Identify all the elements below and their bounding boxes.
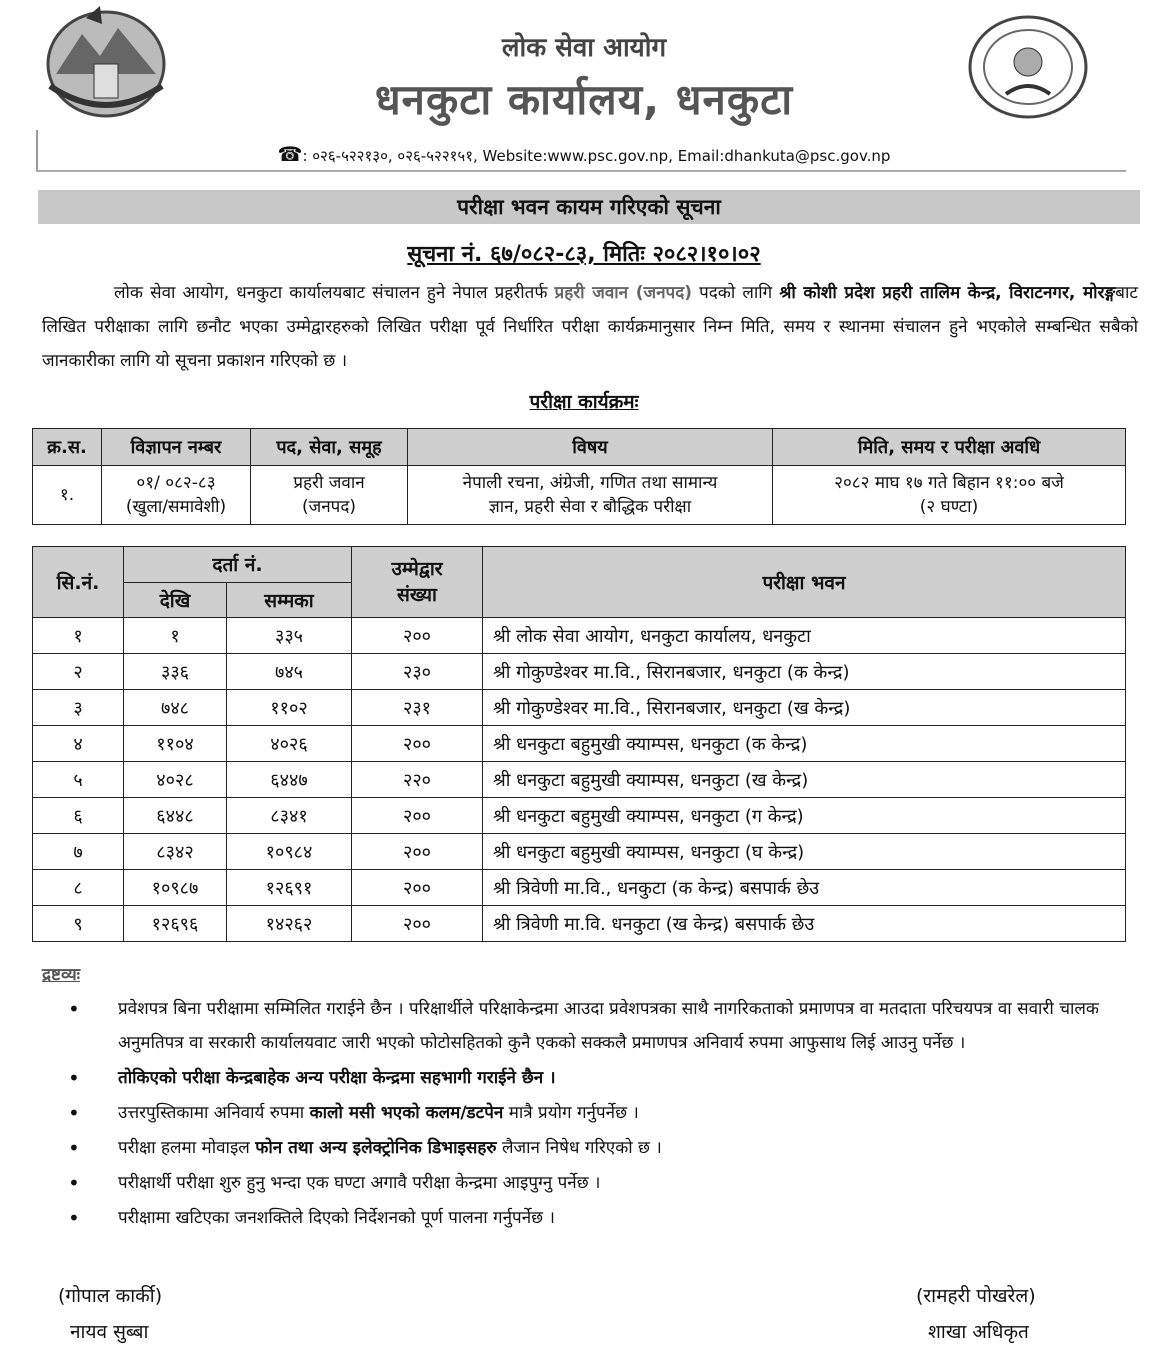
col-subject: विषय: [408, 429, 773, 466]
cell-to: १२६९१: [227, 870, 352, 906]
cell-venue: श्री धनकुटा बहुमुखी क्याम्पस, धनकुटा (ख केन्द्र): [483, 762, 1126, 798]
cell-from: ३३६: [124, 654, 227, 690]
intro-venue: श्री कोशी प्रदेश प्रहरी तालिम केन्द्र, विराटनगर, मोरङ्ग: [779, 283, 1116, 303]
cell-sn: ५: [33, 762, 124, 798]
col-from: देखि: [124, 582, 227, 618]
cell-from: १२६९६: [124, 906, 227, 942]
cell-sn: १: [33, 618, 124, 654]
cell-post: प्रहरी जवान (जनपद): [251, 466, 408, 525]
cell-to: ८३४१: [227, 798, 352, 834]
cell-venue: श्री धनकुटा बहुमुखी क्याम्पस, धनकुटा (घ केन्द्र): [483, 834, 1126, 870]
signatory-left-post: नायव सुब्बा: [70, 1321, 149, 1343]
cell-from: १: [124, 618, 227, 654]
col-venue: परीक्षा भवन: [483, 547, 1126, 618]
cell-to: ३३५: [227, 618, 352, 654]
cell-venue: श्री गोकुण्डेश्वर मा.वि., सिरानबजार, धनकुटा (ख केन्द्र): [483, 690, 1126, 726]
cell-venue: श्री त्रिवेणी मा.वि. धनकुटा (ख केन्द्र) बसपार्क छेउ: [483, 906, 1126, 942]
cell-venue: श्री धनकुटा बहुमुखी क्याम्पस, धनकुटा (ग केन्द्र): [483, 798, 1126, 834]
notes-heading: द्रष्टव्यः: [42, 965, 81, 985]
table-row: [33, 870, 1126, 906]
col-roll: दर्ता नं.: [124, 547, 352, 583]
cell-sn: ६: [33, 798, 124, 834]
cell-sn: ३: [33, 690, 124, 726]
cell-count: २००: [352, 726, 483, 762]
cell-adv: ०१/ ०८२-८३ (खुला/समावेशी): [102, 466, 251, 525]
schedule-table: [32, 428, 1126, 525]
notice-number: सूचना नं. ६७/०८२-८३, मितिः २०८२।१०।०२: [407, 242, 761, 267]
schedule-header-row: [33, 429, 1126, 466]
cell-from: ८३४२: [124, 834, 227, 870]
cell-from: ७४८: [124, 690, 227, 726]
cell-venue: श्री गोकुण्डेश्वर मा.वि., सिरानबजार, धनकुटा (क केन्द्र): [483, 654, 1126, 690]
cell-to: ४०२६: [227, 726, 352, 762]
note-item: • परीक्षामा खटिएका जनशक्तिले दिएको निर्देशनको पूर्ण पालना गर्नुपर्नेछ ।: [62, 1201, 1142, 1235]
intro-text-3: बाट लिखित परीक्षाका लागि छनौट भएका उम्मेद्वारहरुको लिखित परीक्षा पूर्व निर्धारित परीक्षा कार्यक्रमानुसार निम्न मिति, समय र स्थानमा संचालन हुने भएकोले सम्बन्धित सबैको जानकारीका लागि यो सूचना प्रकाशन गरिएको छ ।: [42, 283, 1138, 371]
cell-count: २००: [352, 870, 483, 906]
cell-to: ६४४७: [227, 762, 352, 798]
cell-count: २००: [352, 906, 483, 942]
office-title: धनकुटा कार्यालय, धनकुटा: [374, 75, 794, 124]
cell-count: २२०: [352, 762, 483, 798]
table-row: [33, 618, 1126, 654]
col-post: पद, सेवा, समूह: [251, 429, 408, 466]
col-date: मिति, समय र परीक्षा अवधि: [773, 429, 1126, 466]
note-item: • परीक्षार्थी परीक्षा शुरु हुनु भन्दा एक घण्टा अगावै परीक्षा केन्द्रमा आइपुग्नु पर्नेछ ।: [62, 1166, 1142, 1200]
intro-text-2: पदको लागि: [692, 283, 780, 303]
header-divider: [36, 170, 1126, 172]
table-row: [33, 798, 1126, 834]
schedule-title: परीक्षा कार्यक्रमः: [529, 391, 639, 413]
notice-title: परीक्षा भवन कायम गरिएको सूचना: [38, 190, 1140, 224]
signatory-right-name: (रामहरी पोखरेल): [916, 1285, 1036, 1307]
header-divider-left: [36, 130, 38, 170]
col-sn: क्र.स.: [33, 429, 102, 466]
cell-sn: १.: [33, 466, 102, 525]
org-subtitle: लोक सेवा आयोग: [501, 33, 667, 63]
centers-header-row-1: [33, 547, 1126, 583]
cell-count: २००: [352, 618, 483, 654]
phone-icon: ☎: [277, 142, 303, 166]
col-count: उम्मेद्वार संख्या: [352, 547, 483, 618]
cell-from: १०९८७: [124, 870, 227, 906]
cell-sn: २: [33, 654, 124, 690]
cell-from: ११०४: [124, 726, 227, 762]
cell-to: ११०२: [227, 690, 352, 726]
col-sn: सि.नं.: [33, 547, 124, 618]
cell-to: ७४५: [227, 654, 352, 690]
table-row: [33, 834, 1126, 870]
cell-sn: ९: [33, 906, 124, 942]
cell-venue: श्री धनकुटा बहुमुखी क्याम्पस, धनकुटा (क केन्द्र): [483, 726, 1126, 762]
contact-text: : ०२६-५२२१३०, ०२६-५२२१५१, Website:www.psc.gov.np, Email:dhankuta@psc.gov.np: [302, 147, 891, 165]
intro-paragraph: [42, 276, 1138, 378]
table-row: [33, 762, 1126, 798]
notes-list: [62, 992, 1142, 1236]
cell-to: १४२६२: [227, 906, 352, 942]
cell-sn: ४: [33, 726, 124, 762]
signatory-right-post: शाखा अधिकृत: [928, 1321, 1029, 1343]
cell-to: १०९८४: [227, 834, 352, 870]
note-item: • उत्तरपुस्तिकामा अनिवार्य रुपमा कालो मसी भएको कलम/डटपेन मात्रै प्रयोग गर्नुपर्नेछ ।: [62, 1096, 1142, 1130]
table-row: [33, 654, 1126, 690]
cell-count: २३१: [352, 690, 483, 726]
cell-count: २३०: [352, 654, 483, 690]
cell-count: २००: [352, 834, 483, 870]
intro-post: प्रहरी जवान (जनपद): [554, 283, 692, 303]
note-item: • तोकिएको परीक्षा केन्द्रबाहेक अन्य परीक्षा केन्द्रमा सहभागी गराईने छैन ।: [62, 1061, 1142, 1095]
cell-count: २००: [352, 798, 483, 834]
contact-line: [0, 142, 1168, 166]
signatory-left-name: (गोपाल कार्की): [58, 1285, 163, 1307]
exam-centers-table: [32, 546, 1126, 942]
table-row: [33, 726, 1126, 762]
cell-from: ४०२८: [124, 762, 227, 798]
note-item: • प्रवेशपत्र बिना परीक्षामा सम्मिलित गराईने छैन । परिक्षार्थीले परिक्षाकेन्द्रमा आउदा प्रवेशपत्रका साथै नागरिकताको प्रमाणपत्र वा मतदाता परिचयपत्र वा सवारी चालक अनुमतिपत्र वा सरकारी कार्यालयवाट जारी भएको फोटोसहितको कुनै एकको सक्कलै प्रमाणपत्र अनिवार्य रुपमा आफुसाथ लिई आउनु पर्नेछ ।: [62, 992, 1142, 1060]
table-row: [33, 906, 1126, 942]
col-adv: विज्ञापन नम्बर: [102, 429, 251, 466]
schedule-row: [33, 466, 1126, 525]
cell-sn: ७: [33, 834, 124, 870]
intro-text-1: लोक सेवा आयोग, धनकुटा कार्यालयबाट संचालन हुने नेपाल प्रहरीतर्फ: [114, 283, 555, 303]
cell-date: २०८२ माघ १७ गते बिहान ११:०० बजे (२ घण्टा): [773, 466, 1126, 525]
cell-from: ६४४८: [124, 798, 227, 834]
cell-subject: नेपाली रचना, अंग्रेजी, गणित तथा सामान्य ज्ञान, प्रहरी सेवा र बौद्धिक परीक्षा: [408, 466, 773, 525]
cell-sn: ८: [33, 870, 124, 906]
table-row: [33, 690, 1126, 726]
cell-venue: श्री त्रिवेणी मा.वि., धनकुटा (क केन्द्र) बसपार्क छेउ: [483, 870, 1126, 906]
cell-venue: श्री लोक सेवा आयोग, धनकुटा कार्यालय, धनकुटा: [483, 618, 1126, 654]
col-to: सम्मका: [227, 582, 352, 618]
note-item: • परीक्षा हलमा मोवाइल फोन तथा अन्य इलेक्ट्रोनिक डिभाइसहरु लैजान निषेध गरिएको छ ।: [62, 1131, 1142, 1165]
